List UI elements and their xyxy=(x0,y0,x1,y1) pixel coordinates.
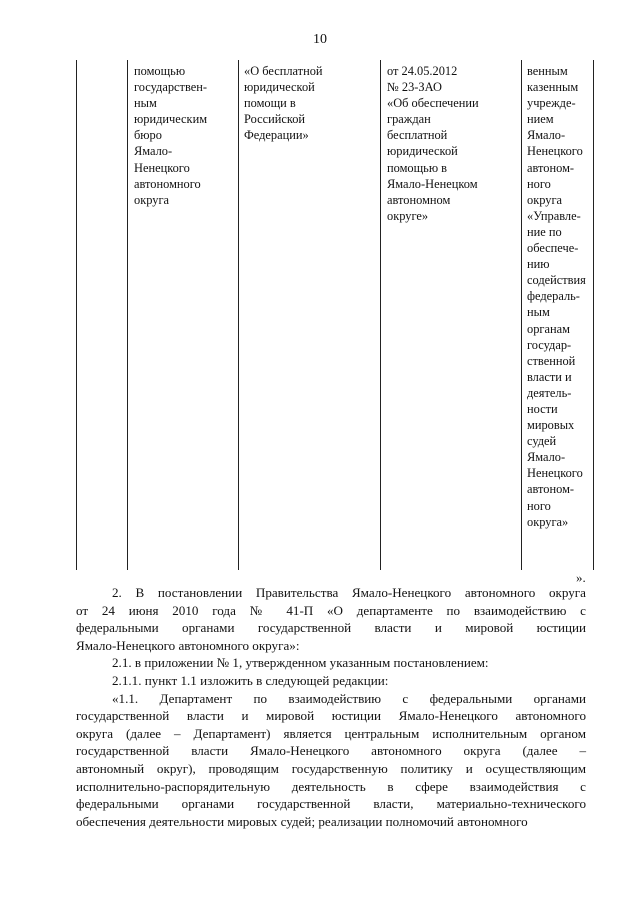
cell-line: ным xyxy=(134,96,157,111)
paragraph-2-1-1 xyxy=(76,672,586,690)
text-line: 2. В постановлении Правительства Ямало-Ненецкого автономного округа xyxy=(112,585,586,600)
cell-line: учрежде- xyxy=(527,96,576,111)
cell-line: органам xyxy=(527,321,570,336)
paragraph-2 xyxy=(76,584,586,654)
cell-line: государствен- xyxy=(134,80,207,95)
cell-line: юридическим xyxy=(134,112,208,127)
cell-line: бюро xyxy=(134,128,162,143)
cell-line: венным xyxy=(527,64,568,78)
cell-line: Ямало-Ненецком xyxy=(387,176,478,191)
text-line: автономный округ), проводящим государственную политику и осуществляющим xyxy=(76,760,586,776)
text-line: 2.1.1. пункт 1.1 изложить в следующей редакции: xyxy=(112,672,389,688)
cell-line: нию xyxy=(527,257,550,272)
paragraph-1-1-quote xyxy=(76,690,586,831)
cell-line: помощью xyxy=(134,64,186,78)
continuation-table xyxy=(76,60,594,570)
text-line: исполнительно-распорядительную деятельность в сфере взаимодействия с xyxy=(76,778,586,794)
cell-line: деятель- xyxy=(527,385,572,400)
cell-line: автоном- xyxy=(527,482,575,497)
cell-line: округа» xyxy=(527,514,569,529)
cell-line: ным xyxy=(527,305,550,320)
table-cell-index xyxy=(77,60,128,570)
table-cell-institution xyxy=(522,60,594,570)
table-cell-body xyxy=(128,60,239,570)
cell-line: государ- xyxy=(527,337,572,352)
closing-quote: ». xyxy=(576,570,586,585)
cell-line: Ненецкого xyxy=(527,466,583,481)
table-cell-regional-law xyxy=(381,60,522,570)
text-line: от 24 июня 2010 года № 41-П «О департаменте по взаимодействию с xyxy=(76,602,586,618)
cell-line: Российской xyxy=(244,112,306,127)
cell-line: обеспече- xyxy=(527,241,579,256)
cell-line: Федерации» xyxy=(244,128,309,143)
cell-line: Ямало- xyxy=(134,144,173,159)
cell-line: помощи в xyxy=(244,96,296,111)
body-text xyxy=(76,584,586,830)
cell-line: помощью в xyxy=(387,160,448,175)
text-line: обеспечения деятельности мировых судей; реализации полномочий автономного xyxy=(76,813,528,829)
cell-line: округа xyxy=(134,192,170,207)
cell-line: судей xyxy=(527,434,557,449)
cell-line: ние по xyxy=(527,224,562,239)
cell-line: федераль- xyxy=(527,289,580,304)
cell-line: ного xyxy=(527,498,551,513)
table-row xyxy=(77,60,594,570)
text-line: государственной власти Ямало-Ненецкого автономного округа (далее – xyxy=(76,743,586,759)
cell-line: юридической xyxy=(244,80,315,95)
table-cell-law-title xyxy=(239,60,381,570)
text-line: федеральными органами государственной власти, материально-технического xyxy=(76,796,586,812)
cell-line: округа xyxy=(527,192,563,207)
text-line: «1.1. Департамент по взаимодействию с федеральными органами xyxy=(112,690,586,706)
cell-line: «Об обеспечении xyxy=(387,96,479,111)
cell-line: Ямало- xyxy=(527,128,566,143)
cell-line: власти и xyxy=(527,369,572,384)
cell-line: ности xyxy=(527,401,558,416)
text-line: федеральными органами государственной власти и мировой юстиции xyxy=(76,620,586,636)
cell-line: № 23-ЗАО xyxy=(387,80,442,95)
cell-line: нием xyxy=(527,112,554,127)
cell-line: Ненецкого xyxy=(527,144,583,159)
cell-line: бесплатной xyxy=(387,128,448,143)
cell-line: «Управле- xyxy=(527,208,581,223)
text-line: государственной власти и мировой юстиции Ямало-Ненецкого автономного xyxy=(76,708,586,724)
cell-line: Ненецкого xyxy=(134,160,190,175)
cell-line: ственной xyxy=(527,353,576,368)
cell-line: граждан xyxy=(387,112,431,127)
page-number: 10 xyxy=(313,32,327,47)
paragraph-2-1 xyxy=(76,654,586,672)
cell-line: автономного xyxy=(134,176,201,191)
text-line: Ямало-Ненецкого автономного округа»: xyxy=(76,637,300,653)
cell-line: от 24.05.2012 xyxy=(387,64,458,78)
text-line: 2.1. в приложении № 1, утвержденном указанным постановлением: xyxy=(112,655,489,671)
cell-line: округе» xyxy=(387,208,429,223)
cell-line: казенным xyxy=(527,80,579,95)
cell-line: содействия xyxy=(527,273,586,288)
cell-line: автономном xyxy=(387,192,451,207)
cell-line: мировых xyxy=(527,418,575,433)
text-line: округа (далее – Департамент) является центральным исполнительным органом xyxy=(76,725,586,741)
cell-line: юридической xyxy=(387,144,458,159)
cell-line: автоном- xyxy=(527,160,575,175)
cell-line: Ямало- xyxy=(527,450,566,465)
cell-line: «О бесплатной xyxy=(244,64,323,78)
cell-line: ного xyxy=(527,176,551,191)
